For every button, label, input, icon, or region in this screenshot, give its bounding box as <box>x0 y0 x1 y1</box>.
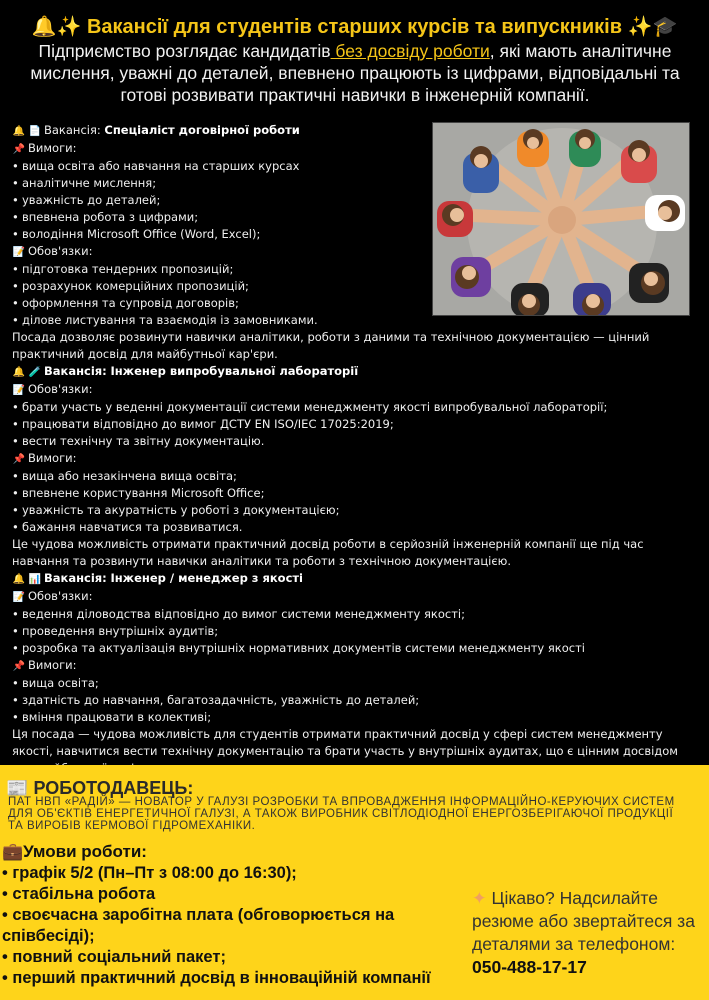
bell-icon: 🔔 <box>12 574 26 585</box>
bell-icon: 🔔 <box>12 126 26 137</box>
list-item: • своєчасна заробітна плата (обговорюється на співбесіді); <box>2 906 395 945</box>
graduation-cap-icon: 🎓 <box>652 16 678 38</box>
list-item: • бажання навчатися та розвиватися. <box>12 520 243 534</box>
list-item: • проведення внутрішніх аудитів; <box>12 624 219 638</box>
list-item: • брати участь у веденні документації системи менеджменту якості випробувальної лабораторії; <box>12 400 608 414</box>
vacancy-1-title: Спеціаліст договірної роботи <box>104 123 300 137</box>
intro-highlight: без досвіду роботи <box>330 41 490 61</box>
memo-icon: 📝 <box>12 385 26 396</box>
memo-icon: 📝 <box>12 592 26 603</box>
list-item: • впевнене користування Microsoft Office; <box>12 486 265 500</box>
memo-icon: 📝 <box>12 247 26 258</box>
chart-icon: 📊 <box>28 574 42 585</box>
list-item: • стабільна робота <box>2 885 156 903</box>
bell-icon: 🔔 <box>31 16 57 38</box>
document-icon: 📄 <box>28 126 42 137</box>
list-item: • впевнена робота з цифрами; <box>12 210 199 224</box>
vacancy-3-header: 🔔 📊 Вакансія: Інженер / менеджер з якості <box>12 570 702 588</box>
list-item: • здатність до навчання, багатозадачність, уважність до деталей; <box>12 693 420 707</box>
bell-icon: 🔔 <box>12 367 26 378</box>
list-item: • вища освіта або навчання на старших курсах <box>12 159 300 173</box>
employer-title: 📰 РОБОТОДАВЕЦЬ: <box>6 778 194 798</box>
page-title-text: Вакансії для студентів старших курсів та випускників <box>86 16 623 38</box>
pushpin-icon: 📌 <box>12 144 26 155</box>
list-item: • графік 5/2 (Пн–Пт з 08:00 до 16:30); <box>2 864 297 882</box>
vacancy-1-duties-label: 📝 Обов'язки: <box>12 243 702 261</box>
vacancy-2-summary: Це чудова можливість отримати практичний досвід роботи в серйозній інженерній компанії ще під час навчання та розвинути навички аналітики та роботи з технічною документацією. <box>12 537 644 568</box>
list-item: • вести технічну та звітну документацію. <box>12 434 265 448</box>
list-item: • ділове листування та взаємодія із замовниками. <box>12 313 318 327</box>
list-item: • розрахунок комерційних пропозицій; <box>12 279 249 293</box>
list-item: • вміння працювати в колективі; <box>12 710 212 724</box>
conditions-title: 💼Умови роботи: <box>2 842 147 861</box>
page-title <box>0 14 709 39</box>
vacancy-2-requirements-label: 📌 Вимоги: <box>12 450 702 468</box>
list-item: • розробка та актуалізація внутрішніх нормативних документів системи менеджменту якості <box>12 641 585 655</box>
vacancy-3-summary: Ця посада — чудова можливість для студентів отримати практичний досвід у сфері систем менеджменту якості, навчитися вести технічну документацію та брати участь у внутрішніх аудитах, що є цінним досвідом <box>12 727 678 758</box>
phone-number[interactable]: 050-488-17-17 <box>472 957 587 977</box>
list-item: • вища освіта; <box>12 676 99 690</box>
sparkles-icon: ✨ <box>627 16 653 38</box>
list-item: • вища або незакінчена вища освіта; <box>12 469 237 483</box>
list-item: • оформлення та супровід договорів; <box>12 296 239 310</box>
conditions-list <box>2 863 462 989</box>
list-item: • володіння Microsoft Office (Word, Excel); <box>12 227 261 241</box>
list-item: • підготовка тендерних пропозицій; <box>12 262 234 276</box>
vacancy-2-duties-label: 📝 Обов'язки: <box>12 381 702 399</box>
list-item: • повний соціальний пакет; <box>2 948 226 966</box>
call-to-action: ✦ Цікаво? Надсилайте резюме або звертайтеся за деталями за телефоном: 050-488-17-17 <box>472 887 704 979</box>
list-item: • уважність до деталей; <box>12 193 161 207</box>
list-item: • ведення діловодства відповідно до вимог системи менеджменту якості; <box>12 607 465 621</box>
briefcase-icon: 💼 <box>2 842 24 861</box>
vacancy-2-header: 🔔 🧪 Вакансія: Інженер випробувальної лабораторії <box>12 363 702 381</box>
sparkles-icon: ✦ <box>472 888 487 908</box>
bottom-section <box>0 765 709 1000</box>
vacancy-1-header: 🔔 📄 Вакансія: Спеціаліст договірної роботи <box>12 122 702 140</box>
vacancy-3-duties-label: 📝 Обов'язки: <box>12 588 702 606</box>
vacancy-2-title: Інженер випробувальної лабораторії <box>110 364 359 378</box>
vacancy-3-title: Інженер / менеджер з якості <box>110 571 304 585</box>
test-tube-icon: 🧪 <box>28 367 42 378</box>
newspaper-icon: 📰 <box>6 778 29 798</box>
vacancy-3-requirements-label: 📌 Вимоги: <box>12 657 702 675</box>
list-item: • аналітичне мислення; <box>12 176 157 190</box>
sparkles-icon: ✨ <box>56 16 82 38</box>
vacancy-1-requirements-label: 📌 Вимоги: <box>12 140 702 158</box>
intro-paragraph: Підприємство розглядає кандидатів без досвіду роботи, які мають аналітичне мислення, уважні до деталей, впевнено працюють із цифрами, відповідальні та готові розвивати практичні навички в інженерній компанії. <box>30 41 680 105</box>
list-item: • уважність та акуратність у роботі з документацією; <box>12 503 340 517</box>
list-item: • працювати відповідно до вимог ДСТУ EN ISO/IEC 17025:2019; <box>12 417 394 431</box>
vacancies-body <box>12 122 702 777</box>
pushpin-icon: 📌 <box>12 661 26 672</box>
pushpin-icon: 📌 <box>12 454 26 465</box>
employer-text: ПАТ НВП «РАДІЙ» — НОВАТОР У ГАЛУЗІ РОЗРОБКИ ТА ВПРОВАДЖЕННЯ ІНФОРМАЦІЙНО-КЕРУЮЧИХ СИСТЕМ ДЛЯ ОБ'ЄКТІВ ЕНЕРГЕТИЧНОЇ ГАЛУЗІ, А ТАКОЖ ВИРОБНИК СВІТЛОДІОДНОЇ ЕНЕРГОЗБЕРІГАЮЧОЇ ПРОДУКЦІЇ ТА ВИРОБІВ КЕРМОВОЇ ГІДРОМЕХАНІКИ. <box>8 796 675 832</box>
list-item: • перший практичний досвід в інноваційній компанії <box>2 969 431 987</box>
vacancy-1-summary: Посада дозволяє розвинути навички аналітики, роботи з даними та технічною документацією — цінний практичний досвід для майбутньої кар'єри. <box>12 330 650 361</box>
